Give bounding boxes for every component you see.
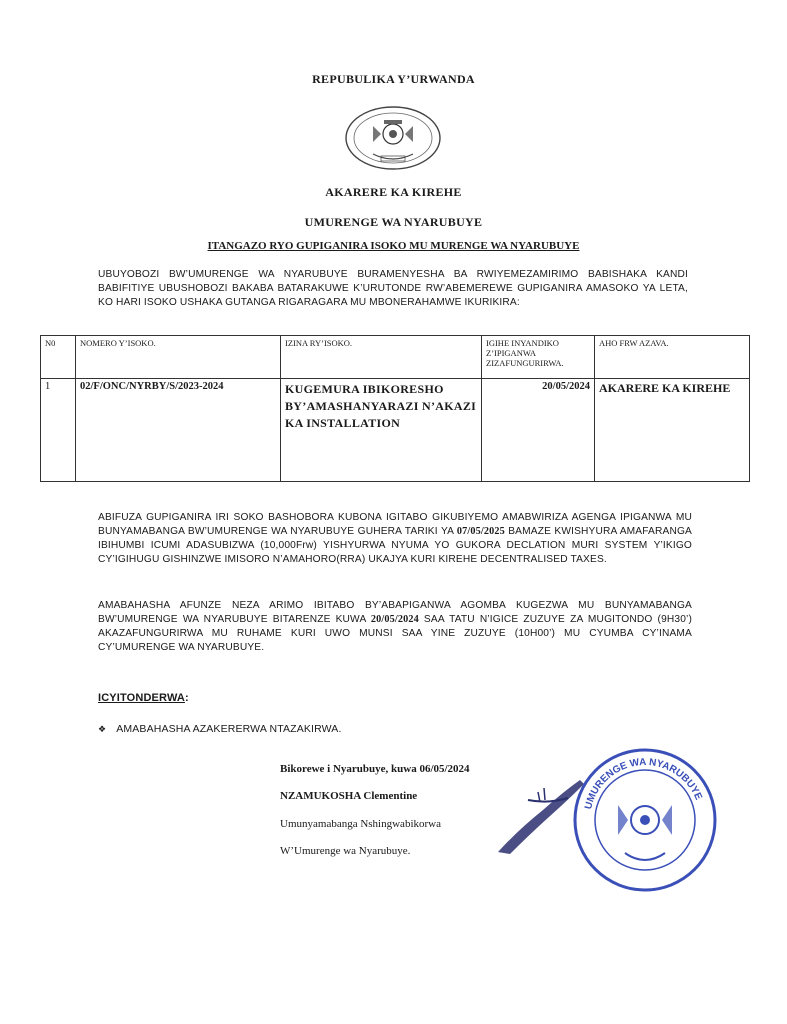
cell-number: 1	[41, 379, 76, 482]
signatory-role: Umunyamabanga Nshingwabikorwa	[280, 818, 441, 830]
signatory-org: W’Umurenge wa Nyarubuye.	[280, 845, 411, 857]
col-header-fund-source: AHO FRW AZAVA.	[595, 336, 750, 379]
col-header-opening-date: IGIHE INYANDIKO Z’IPIGANWA ZIZAFUNGURIRWA.	[482, 336, 595, 379]
col-header-tender-name: IZINA RY’ISOKO.	[281, 336, 482, 379]
instructions-paragraph: ABIFUZA GUPIGANIRA IRI SOKO BASHOBORA KUBONA IGITABO GIKUBIYEMO AMABWIRIZA AGENGA IPIGANWA MU BUNYAMABANGA BW’UMURENGE WA NYARUBUYE GUHERA TARIKI YA 07/05/2025 BAMAZE KWISHYURA AMAFARANGA IBIHUMBI ICUMI ADASUBIZWA (10,000Frw) YISHYURWA NYUMA YO GUKORA DECLATION MURI SYSTEM Y’IKIGO CY’IGIHUGU GISHINZWE IMISORO N’AMAHORO(RRA) UKAJYA KURI KIREHE DECENTRALISED TAXES.	[98, 512, 692, 565]
stamp-text: UMURENGE WA NYARUBUYE	[583, 756, 704, 811]
table-row	[41, 379, 750, 482]
signature-place-date: Bikorewe i Nyarubuye, kuwa 06/05/2024	[280, 763, 470, 775]
cell-tender-name: KUGEMURA IBIKORESHO BY’AMASHANYARAZI N’AKAZI KA INSTALLATION	[281, 379, 482, 482]
signatory-name: NZAMUKOSHA Clementine	[280, 790, 418, 802]
col-header-number: N0	[41, 336, 76, 379]
cell-opening-date: 20/05/2024	[482, 379, 595, 482]
sector-heading: UMURENGE WA NYARUBUYE	[304, 215, 483, 229]
note-item: ❖ AMABAHASHA AZAKERERWA NTAZAKIRWA.	[98, 723, 342, 735]
republic-heading: REPUBULIKA Y’URWANDA	[312, 72, 475, 86]
note-heading: ICYITONDERWA:	[98, 692, 189, 704]
col-header-tender-number: NOMERO Y’ISOKO.	[76, 336, 281, 379]
district-heading: AKARERE KA KIREHE	[325, 185, 462, 199]
notice-title: ITANGAZO RYO GUPIGANIRA ISOKO MU MURENGE WA NYARUBUYE	[207, 240, 580, 252]
bullet-icon: ❖	[98, 724, 107, 734]
tender-table	[40, 335, 750, 482]
official-stamp	[570, 745, 720, 895]
coat-of-arms-emblem	[343, 104, 443, 172]
intro-paragraph: UBUYOBOZI BW’UMURENGE WA NYARUBUYE BURAMENYESHA BA RWIYEMEZAMIRIMO BABISHAKA KANDI BABIFITIYE UBUSHOBOZI BAKABA BATARAKUWE K’URUTONDE RW’ABEMEREWE GUPIGANIRA AMASOKO YA LETA, KO HARI ISOKO USHAKA GUTANGA RIGARAGARA MU MBONERAHAMWE IKURIKIRA:	[98, 269, 688, 308]
table-header-row	[41, 336, 750, 379]
submission-paragraph: AMABAHASHA AFUNZE NEZA ARIMO IBITABO BY’ABAPIGANWA AGOMBA KUGEZWA MU BUNYAMABANGA BW’UMURENGE WA NYARUBUYE BITARENZE KUWA 20/05/2024 SAA TATU N’IGICE ZUZUYE ZA MUGITONDO (9H30’) AKAZAFUNGURIRWA MU RUHAME KURI UWO MUNSI SAA YINE ZUZUYE (10H00’) MU CYUMBA CY’INAMA CY’UMURENGE WA NYARUBUYE.	[98, 600, 693, 653]
cell-tender-number: 02/F/ONC/NYRBY/S/2023-2024	[76, 379, 281, 482]
cell-fund-source: AKARERE KA KIREHE	[595, 379, 750, 482]
